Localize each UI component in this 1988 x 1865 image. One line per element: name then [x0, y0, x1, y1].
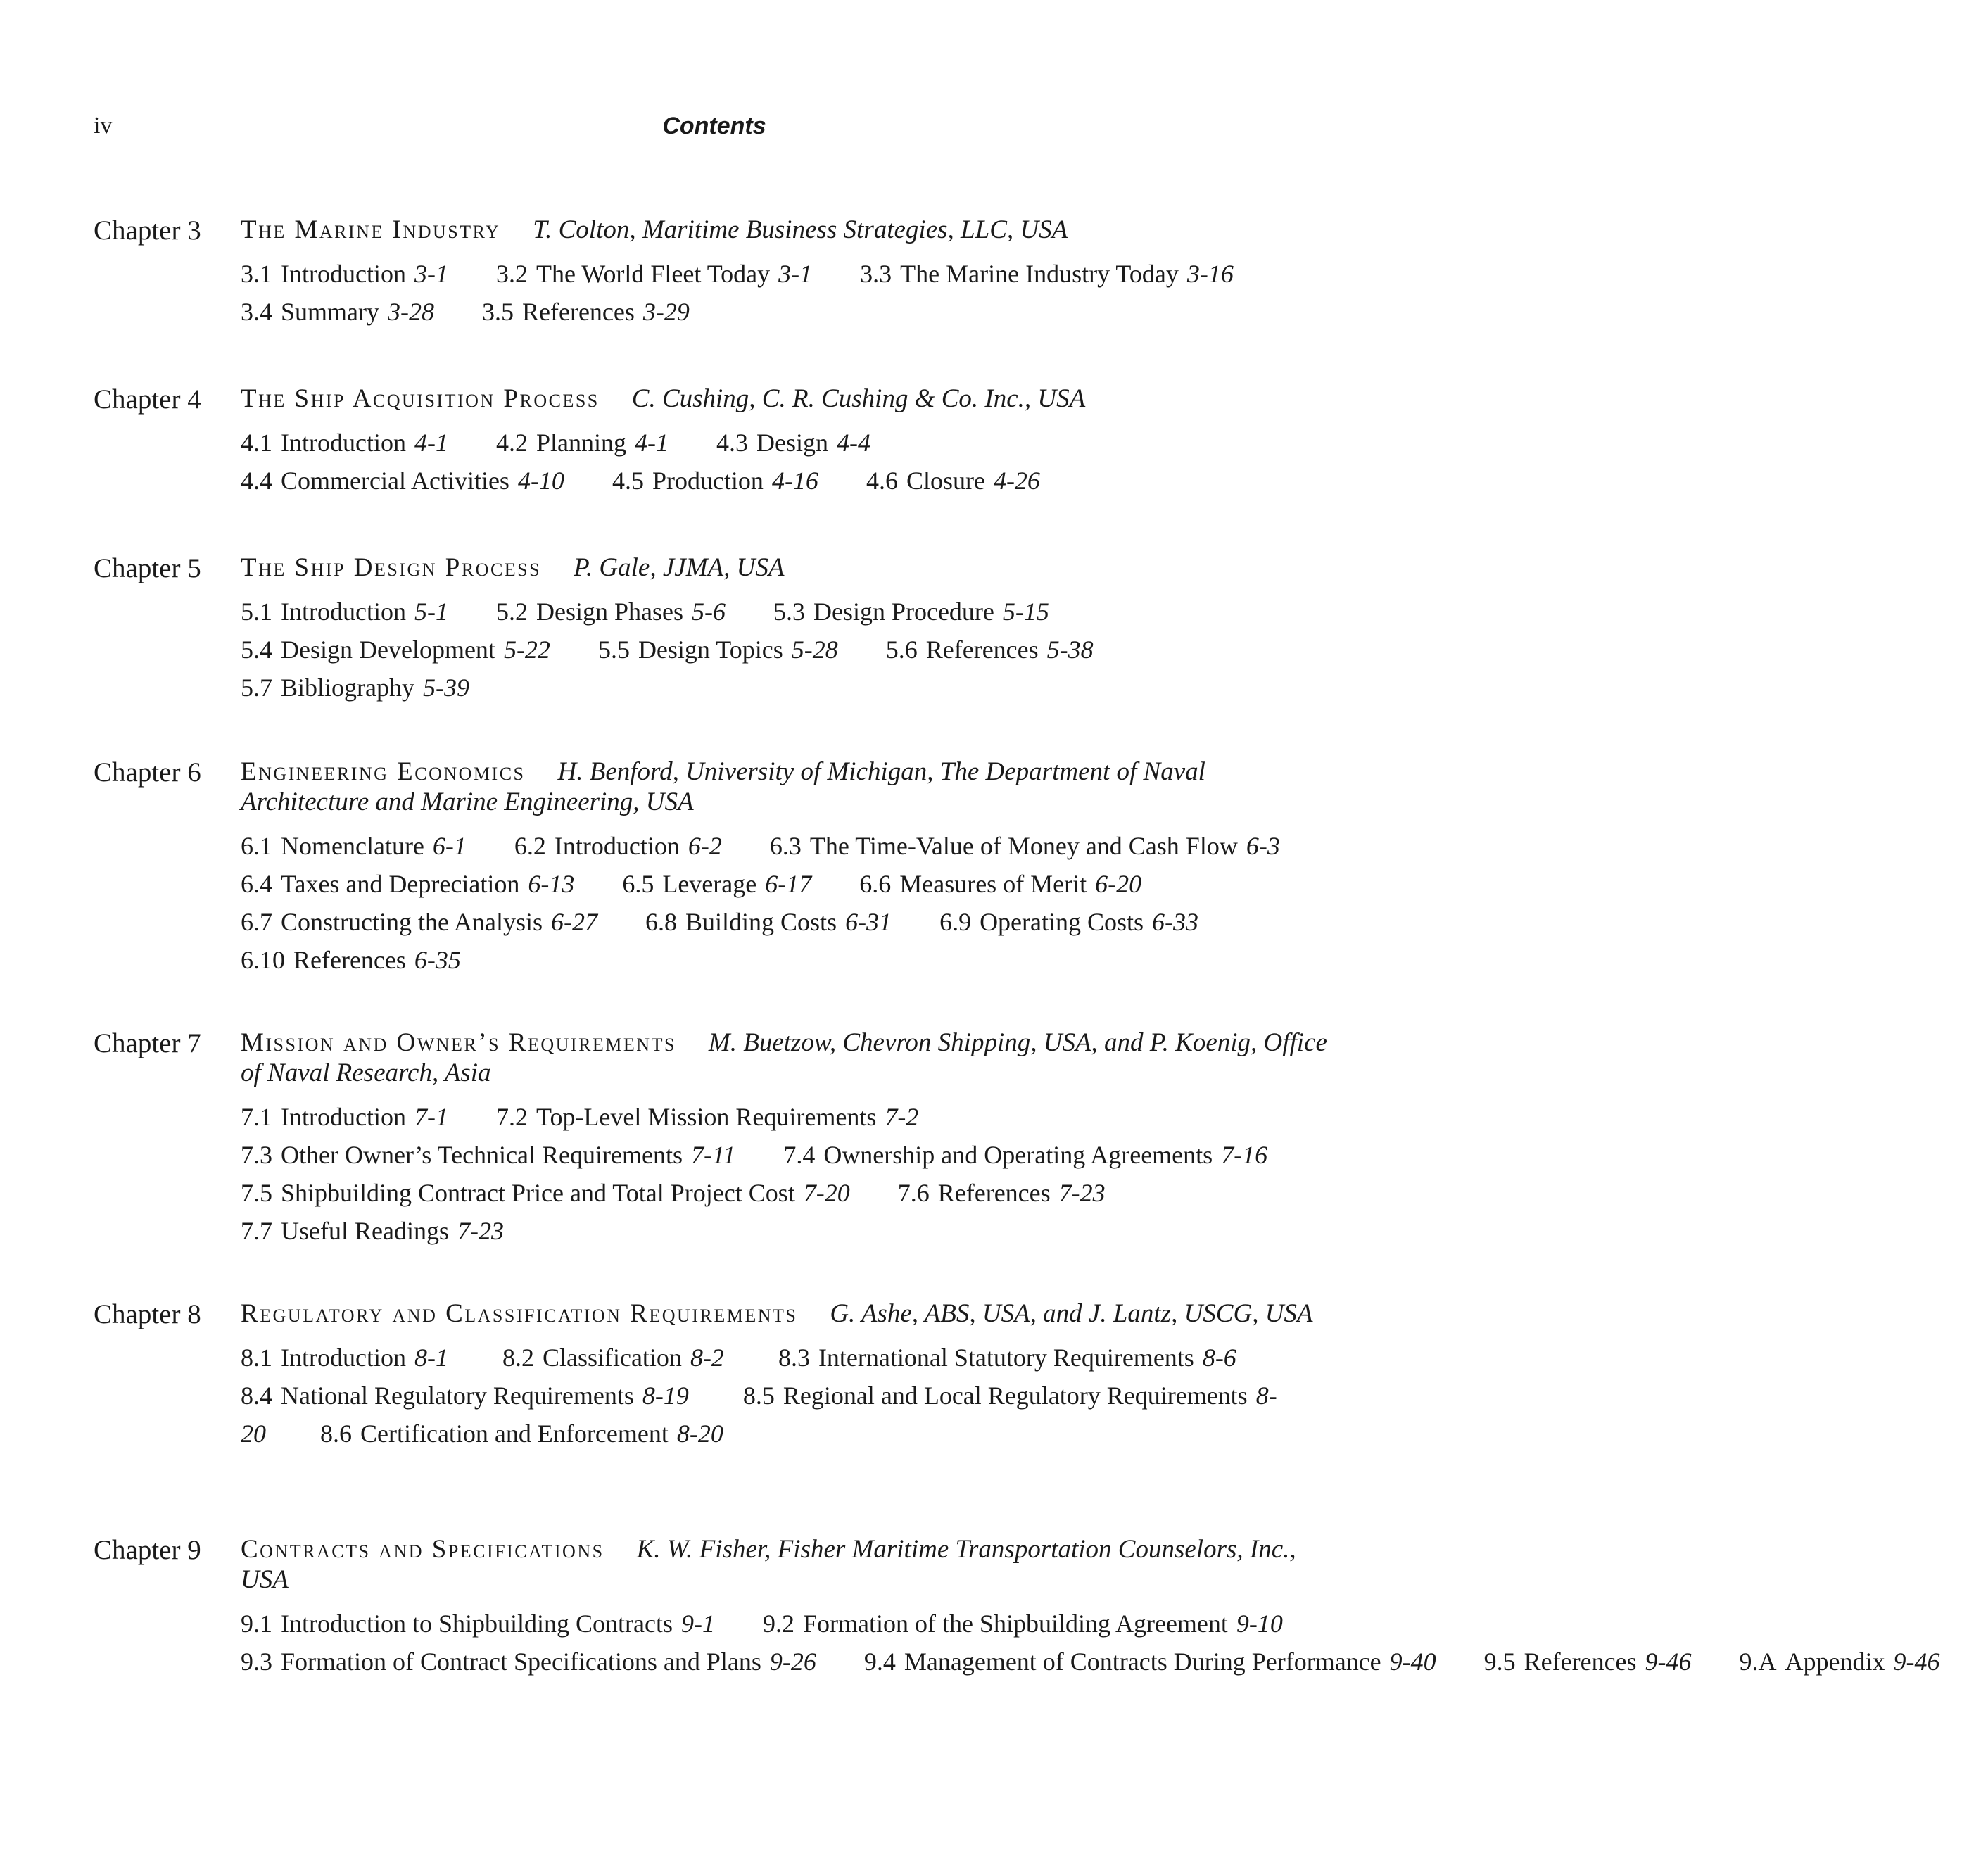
- section-title: Useful Readings: [281, 1217, 449, 1245]
- section-entry[interactable]: [320, 1420, 723, 1448]
- chapter-author: G. Ashe, ABS, USA, and J. Lantz, USCG, USA: [830, 1299, 1313, 1328]
- section-page: 6-13: [528, 870, 575, 898]
- section-page: 4-16: [771, 467, 818, 495]
- section-entry[interactable]: [241, 260, 448, 288]
- chapter-body: [241, 215, 1338, 331]
- section-title: Shipbuilding Contract Price and Total Project Cost: [281, 1179, 795, 1207]
- section-page: 8-1: [414, 1344, 448, 1372]
- section-entry[interactable]: [241, 1217, 504, 1245]
- chapter-heading: [241, 1298, 1338, 1329]
- section-line: [241, 255, 1338, 293]
- chapter-heading: [241, 1534, 1338, 1595]
- section-entry[interactable]: [496, 260, 812, 288]
- section-number: 5.1: [241, 598, 272, 626]
- section-page: 4-10: [517, 467, 564, 495]
- section-page: 5-28: [791, 636, 838, 664]
- section-title: Bibliography: [281, 674, 414, 702]
- chapter-label: Chapter 4: [94, 384, 201, 415]
- section-line: [241, 631, 1338, 669]
- section-entry[interactable]: [241, 1103, 448, 1131]
- section-entry[interactable]: [241, 1179, 850, 1207]
- section-page: 4-26: [993, 467, 1040, 495]
- chapter-body: [241, 1028, 1338, 1250]
- section-number: 7.6: [897, 1179, 930, 1207]
- section-number: 8.4: [241, 1382, 272, 1410]
- section-entry[interactable]: [502, 1344, 724, 1372]
- section-number: 3.5: [482, 298, 514, 326]
- section-entry[interactable]: [241, 429, 448, 457]
- chapter-body: [241, 1534, 1940, 1681]
- section-page: 6-35: [414, 946, 461, 974]
- section-number: 7.2: [495, 1103, 528, 1131]
- section-title: References: [925, 636, 1039, 664]
- section-line: [241, 1605, 1338, 1643]
- section-number: 7.7: [241, 1217, 272, 1245]
- section-page: 4-1: [634, 429, 669, 457]
- section-number: 3.2: [495, 260, 528, 288]
- section-entry[interactable]: [482, 298, 690, 326]
- section-line: [241, 1643, 1940, 1681]
- chapter-label: Chapter 7: [94, 1028, 201, 1058]
- chapter-heading: [241, 215, 1338, 245]
- section-entry[interactable]: [783, 1141, 1267, 1169]
- section-number: 4.3: [716, 429, 748, 457]
- section-number: 3.4: [241, 298, 272, 326]
- section-number: 5.3: [773, 598, 805, 626]
- section-entry[interactable]: [241, 1382, 689, 1410]
- section-entry[interactable]: [622, 870, 811, 898]
- section-title: Formation of the Shipbuilding Agreement: [802, 1610, 1228, 1638]
- section-line: [241, 593, 1338, 631]
- section-entry[interactable]: [886, 636, 1094, 664]
- section-entry[interactable]: [770, 832, 1280, 860]
- section-title: Classification: [542, 1344, 682, 1372]
- section-title: Ownership and Operating Agreements: [823, 1141, 1213, 1169]
- chapter-label: Chapter 8: [94, 1299, 201, 1329]
- chapter-label: Chapter 9: [94, 1535, 201, 1565]
- section-entry[interactable]: [241, 1610, 715, 1638]
- section-entry[interactable]: [241, 1141, 735, 1169]
- section-number: 3.1: [241, 260, 272, 288]
- chapter-heading: [241, 1028, 1338, 1088]
- section-entry[interactable]: [778, 1344, 1236, 1372]
- section-title: Building Costs: [685, 908, 837, 936]
- section-page: 8-6: [1202, 1344, 1236, 1372]
- section-line: [241, 462, 1338, 500]
- section-number: 6.1: [241, 832, 272, 860]
- section-entry[interactable]: [939, 908, 1198, 936]
- section-title: Production: [652, 467, 764, 495]
- chapter-title[interactable]: Engineering Economics: [241, 757, 526, 786]
- section-title: Regional and Local Regulatory Requirements: [783, 1382, 1248, 1410]
- section-list: [241, 255, 1338, 331]
- section-page: 7-23: [1058, 1179, 1106, 1207]
- section-number: 6.2: [514, 832, 546, 860]
- section-list: [241, 827, 1338, 979]
- section-page: 6-2: [688, 832, 722, 860]
- section-title: Measures of Merit: [899, 870, 1087, 898]
- section-page: 5-22: [503, 636, 550, 664]
- section-entry[interactable]: [241, 946, 461, 974]
- section-number: 4.5: [612, 467, 644, 495]
- section-number: 7.5: [241, 1179, 272, 1207]
- section-page: 8-20: [241, 1382, 1277, 1448]
- section-title: Commercial Activities: [281, 467, 509, 495]
- page-number: iv: [94, 113, 113, 139]
- section-line: [241, 941, 1338, 979]
- section-title: International Statutory Requirements: [818, 1344, 1194, 1372]
- section-list: [241, 1605, 1940, 1681]
- chapter-title[interactable]: Contracts and Specifications: [241, 1535, 604, 1564]
- section-entry[interactable]: [514, 832, 722, 860]
- section-page: 7-2: [885, 1103, 919, 1131]
- running-head-title: Contents: [662, 113, 766, 139]
- section-page: 3-1: [414, 260, 448, 288]
- section-line: [241, 903, 1338, 941]
- section-page: 8-19: [642, 1382, 689, 1410]
- section-entry[interactable]: [1484, 1648, 1692, 1676]
- section-title: Summary: [281, 298, 379, 326]
- section-number: 6.6: [859, 870, 892, 898]
- section-title: Planning: [536, 429, 626, 457]
- section-number: 6.8: [645, 908, 677, 936]
- section-number: 3.3: [860, 260, 892, 288]
- section-number: 4.2: [495, 429, 528, 457]
- chapter-author: T. Colton, Maritime Business Strategies, LLC, USA: [533, 215, 1068, 244]
- section-page: 5-15: [1002, 598, 1049, 626]
- section-entry[interactable]: [496, 1103, 918, 1131]
- chapter-body: [241, 384, 1338, 500]
- section-number: 9.5: [1483, 1648, 1516, 1676]
- section-entry[interactable]: [241, 298, 434, 326]
- section-number: 4.1: [241, 429, 272, 457]
- section-entry[interactable]: [773, 598, 1049, 626]
- section-number: 9.1: [241, 1610, 272, 1638]
- chapter-title[interactable]: The Ship Acquisition Process: [241, 384, 600, 413]
- section-title: Design Development: [281, 636, 495, 664]
- section-entry[interactable]: [241, 870, 574, 898]
- section-entry[interactable]: [496, 429, 669, 457]
- section-entry[interactable]: [241, 674, 469, 702]
- chapter-author: M. Buetzow, Chevron Shipping, USA, and P. Koenig, Office of Naval Research, Asia: [241, 1028, 1327, 1087]
- section-page: 9-40: [1389, 1648, 1436, 1676]
- section-entry[interactable]: [763, 1610, 1283, 1638]
- section-page: 9-46: [1645, 1648, 1692, 1676]
- section-page: 8-20: [676, 1420, 723, 1448]
- section-number: 6.10: [241, 946, 285, 974]
- section-entry[interactable]: [859, 870, 1141, 898]
- section-number: 9.2: [762, 1610, 794, 1638]
- section-title: Constructing the Analysis: [281, 908, 543, 936]
- chapter-heading: [241, 384, 1338, 414]
- section-entry[interactable]: [898, 1179, 1106, 1207]
- section-page: 5-38: [1046, 636, 1094, 664]
- section-number: 6.5: [622, 870, 654, 898]
- section-page: 7-11: [690, 1141, 736, 1169]
- section-title: Design: [756, 429, 828, 457]
- section-page: 5-39: [422, 674, 469, 702]
- section-number: 7.4: [783, 1141, 816, 1169]
- section-entry[interactable]: [241, 1344, 448, 1372]
- chapter-label: Chapter 3: [94, 215, 201, 246]
- section-line: [241, 293, 1338, 331]
- section-page: 9-46: [1893, 1648, 1940, 1676]
- section-entry[interactable]: [241, 1648, 816, 1676]
- section-page: 6-27: [551, 908, 597, 936]
- section-title: References: [1524, 1648, 1637, 1676]
- section-page: 8-2: [690, 1344, 724, 1372]
- section-title: Leverage: [662, 870, 757, 898]
- section-line: [241, 1098, 1338, 1136]
- chapter-heading: [241, 757, 1338, 817]
- section-title: The Time-Value of Money and Cash Flow: [809, 832, 1238, 860]
- chapter-author: C. Cushing, C. R. Cushing & Co. Inc., USA: [631, 384, 1086, 413]
- section-entry[interactable]: [598, 636, 838, 664]
- section-title: The Marine Industry Today: [900, 260, 1179, 288]
- section-title: Introduction: [281, 260, 406, 288]
- section-entry[interactable]: [612, 467, 818, 495]
- section-number: 5.6: [885, 636, 918, 664]
- section-page: 6-17: [765, 870, 812, 898]
- section-number: 4.4: [241, 467, 272, 495]
- section-entry[interactable]: [241, 636, 550, 664]
- section-line: [241, 865, 1338, 903]
- section-entry[interactable]: [241, 832, 467, 860]
- chapter-body: [241, 757, 1338, 979]
- section-number: 6.3: [769, 832, 802, 860]
- section-page: 3-29: [642, 298, 690, 326]
- section-title: Design Procedure: [813, 598, 994, 626]
- section-title: Design Phases: [536, 598, 683, 626]
- chapter-body: [241, 552, 1338, 707]
- section-entry[interactable]: [645, 908, 892, 936]
- section-page: 9-10: [1236, 1610, 1283, 1638]
- section-title: Appendix: [1785, 1648, 1885, 1676]
- section-number: 5.4: [241, 636, 272, 664]
- section-page: 7-16: [1221, 1141, 1268, 1169]
- section-entry[interactable]: [1740, 1648, 1940, 1676]
- section-number: 8.1: [241, 1344, 272, 1372]
- section-title: References: [293, 946, 406, 974]
- running-head: [0, 113, 1441, 148]
- section-title: Closure: [906, 467, 985, 495]
- section-page: 4-1: [414, 429, 448, 457]
- section-title: Certification and Enforcement: [360, 1420, 669, 1448]
- section-entry[interactable]: [860, 260, 1234, 288]
- section-page: 7-20: [803, 1179, 850, 1207]
- section-title: Introduction: [281, 598, 406, 626]
- section-entry[interactable]: [716, 429, 870, 457]
- section-title: Introduction to Shipbuilding Contracts: [281, 1610, 673, 1638]
- chapter-body: [241, 1298, 1338, 1453]
- chapter-title[interactable]: The Ship Design Process: [241, 553, 542, 582]
- section-line: [241, 1136, 1338, 1174]
- section-number: 6.7: [241, 908, 272, 936]
- section-entry[interactable]: [241, 598, 448, 626]
- section-number: 7.1: [241, 1103, 272, 1131]
- section-page: 6-33: [1152, 908, 1199, 936]
- section-title: Other Owner’s Technical Requirements: [281, 1141, 683, 1169]
- section-title: Nomenclature: [281, 832, 424, 860]
- section-page: 5-1: [414, 598, 448, 626]
- section-title: Design Topics: [638, 636, 783, 664]
- section-entry[interactable]: [241, 908, 597, 936]
- section-page: 6-3: [1246, 832, 1280, 860]
- chapter-title[interactable]: Mission and Owner’s Requirements: [241, 1028, 676, 1057]
- section-page: 5-6: [691, 598, 726, 626]
- chapter-label: Chapter 6: [94, 757, 201, 788]
- section-title: Operating Costs: [980, 908, 1144, 936]
- section-list: [241, 1339, 1338, 1453]
- section-number: 9.4: [863, 1648, 896, 1676]
- section-list: [241, 1098, 1338, 1250]
- section-number: 9.A: [1739, 1648, 1777, 1676]
- section-number: 5.2: [495, 598, 528, 626]
- section-title: Top-Level Mission Requirements: [536, 1103, 877, 1131]
- section-line: [241, 1212, 1338, 1250]
- section-title: Taxes and Depreciation: [281, 870, 520, 898]
- section-title: References: [937, 1179, 1051, 1207]
- section-title: The World Fleet Today: [536, 260, 771, 288]
- section-title: Introduction: [281, 1344, 406, 1372]
- section-number: 6.4: [241, 870, 272, 898]
- section-number: 6.9: [939, 908, 972, 936]
- chapter-author: K. W. Fisher, Fisher Maritime Transportation Counselors, Inc., USA: [241, 1535, 1296, 1594]
- section-number: 5.5: [597, 636, 630, 664]
- section-title: Formation of Contract Specifications and Plans: [281, 1648, 761, 1676]
- section-page: 4-4: [836, 429, 870, 457]
- section-entry[interactable]: [241, 467, 564, 495]
- chapter-title[interactable]: Regulatory and Classification Requirements: [241, 1299, 798, 1328]
- section-number: 4.6: [866, 467, 898, 495]
- section-page: 6-1: [432, 832, 467, 860]
- section-title: Management of Contracts During Performance: [904, 1648, 1381, 1676]
- section-number: 8.6: [320, 1420, 352, 1448]
- section-page: 9-26: [769, 1648, 816, 1676]
- chapter-title[interactable]: The Marine Industry: [241, 215, 501, 244]
- section-entry[interactable]: [864, 1648, 1436, 1676]
- section-list: [241, 424, 1338, 500]
- section-line: [241, 827, 1338, 865]
- section-number: 8.3: [778, 1344, 810, 1372]
- section-number: 9.3: [241, 1648, 272, 1676]
- section-title: Introduction: [281, 1103, 406, 1131]
- section-title: National Regulatory Requirements: [281, 1382, 634, 1410]
- section-list: [241, 593, 1338, 707]
- section-page: 3-16: [1186, 260, 1234, 288]
- section-page: 7-23: [457, 1217, 504, 1245]
- section-title: Introduction: [554, 832, 680, 860]
- section-entry[interactable]: [866, 467, 1040, 495]
- chapter-label: Chapter 5: [94, 553, 201, 583]
- chapter-author: P. Gale, JJMA, USA: [574, 553, 785, 582]
- section-number: 5.7: [241, 674, 272, 702]
- section-title: Introduction: [281, 429, 406, 457]
- chapter-heading: [241, 552, 1338, 583]
- section-page: 6-20: [1095, 870, 1142, 898]
- section-page: 7-1: [414, 1103, 448, 1131]
- section-line: [241, 1174, 1338, 1212]
- section-line: [241, 424, 1338, 462]
- section-line: [241, 1339, 1338, 1453]
- section-number: 8.5: [742, 1382, 775, 1410]
- section-entry[interactable]: [496, 598, 726, 626]
- section-number: 7.3: [241, 1141, 272, 1169]
- chapter-author: H. Benford, University of Michigan, The Department of Naval Architecture and Marine Engineering, USA: [241, 757, 1205, 816]
- section-page: 9-1: [680, 1610, 715, 1638]
- section-title: References: [522, 298, 635, 326]
- section-line: [241, 669, 1338, 707]
- section-page: 6-31: [845, 908, 892, 936]
- section-page: 3-1: [778, 260, 813, 288]
- section-number: 8.2: [502, 1344, 534, 1372]
- section-page: 3-28: [388, 298, 434, 326]
